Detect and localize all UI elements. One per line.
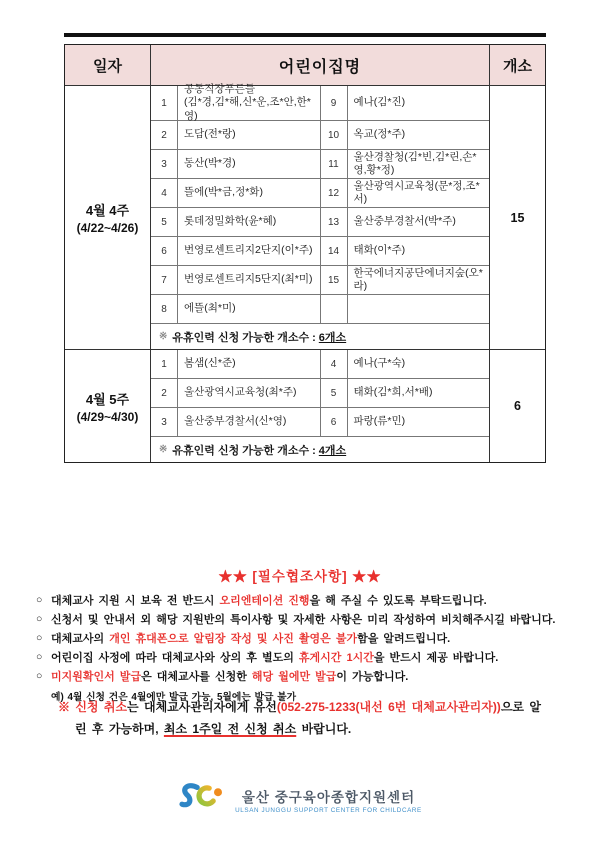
- section-title: ★★ [필수협조사항] ★★: [218, 569, 382, 584]
- table-row: [151, 408, 489, 437]
- logo-name-korean: 울산 중구육아종합지원센터: [241, 789, 416, 805]
- header-count: 개소: [489, 45, 545, 85]
- center-name: 번영로센트리지5단지(최*미): [178, 266, 321, 294]
- week5-date-cell: [65, 350, 151, 462]
- header-center-name: 어린이집명: [278, 58, 362, 76]
- notice-text-highlight: 해당 월에만 발급: [251, 671, 337, 684]
- reference-mark-icon: ※: [159, 444, 168, 455]
- row-number: 15: [321, 266, 348, 294]
- notice-text: [51, 594, 487, 609]
- cancel-keyword: 신청 취소: [75, 700, 128, 714]
- row-number: 13: [321, 208, 348, 236]
- table-row: [151, 350, 489, 379]
- row-number: 3: [151, 150, 178, 178]
- table-row: [151, 379, 489, 408]
- center-name: 번영로센트리지2단지(이*주): [178, 237, 321, 265]
- asterisk-mark-icon: ※: [58, 700, 76, 714]
- week4-range: (4/22~4/26): [76, 221, 139, 235]
- substitute-teacher-schedule-table: [64, 44, 546, 463]
- week4-band: [65, 83, 545, 350]
- table-top-border: [64, 33, 546, 37]
- center-name: 태화(이*주): [353, 244, 406, 257]
- center-name: 울산경찰청(김*빈,김*린,손*영,황*정): [353, 150, 477, 176]
- center-name: 한국에너지공단에너지숲(오*라): [353, 266, 483, 292]
- center-name: 옥교(정*주): [353, 128, 406, 141]
- row-number: 5: [321, 379, 348, 407]
- row-number: 1: [151, 350, 178, 378]
- circle-bullet-icon: ○: [36, 632, 43, 645]
- logo-text: [235, 786, 422, 814]
- center-name: 울산중부경찰서(신*영): [178, 408, 321, 436]
- notice-line-no-phone: [36, 632, 564, 647]
- center-logo: [0, 781, 600, 818]
- center-name: 공동직장푸른들: [184, 83, 256, 96]
- center-name: 울산광역시교육청(최*주): [178, 379, 321, 407]
- center-name-cell: [178, 83, 321, 122]
- center-name: 예나(김*진): [353, 96, 406, 109]
- row-number: 3: [151, 408, 178, 436]
- notice-text-part: 대체교사 지원 시 보육 전 반드시: [51, 595, 220, 607]
- cancellation-note: [58, 696, 552, 740]
- notice-text-part: 함을 알려드립니다.: [357, 633, 451, 646]
- notice-text-highlight: 휴게시간 1시간: [298, 652, 374, 665]
- row-number: 1: [151, 86, 178, 120]
- notice-text: [51, 670, 408, 685]
- center-name: 예나(구*숙): [353, 357, 406, 370]
- row-number: 7: [151, 266, 178, 294]
- row-number: 4: [321, 350, 348, 378]
- notice-text-part: 은 대체교사를 신청한: [141, 671, 252, 684]
- week4-label: 4월 4주: [85, 203, 130, 218]
- center-name: 울산중부경찰서(박*주): [353, 215, 456, 228]
- notice-line-preparation: [36, 613, 564, 628]
- week4-centers: [151, 83, 489, 349]
- notice-text-highlight: 미지원확인서 발급: [51, 671, 142, 684]
- notice-text-highlight: 오리엔테이션 진행: [219, 595, 310, 607]
- cancel-text-part: 는 대체교사관리자에게 유선: [127, 700, 277, 714]
- notice-line-certificate: [36, 670, 564, 685]
- week5-range: (4/29~4/30): [76, 409, 139, 424]
- row-number: 2: [151, 121, 178, 149]
- center-name: 동산(박*경): [178, 150, 321, 178]
- notice-text: 신청서 및 안내서 외 해당 지원반의 특이사항 및 자세한 사항은 미리 작성하여 비치해주시길 바랍니다.: [51, 614, 556, 627]
- week5-count-cell: 6: [489, 350, 545, 462]
- center-name: 도담(전*랑): [178, 121, 321, 149]
- week5-band: [65, 350, 545, 462]
- reference-mark-icon: ※: [159, 331, 168, 342]
- row-number: 9: [321, 86, 348, 120]
- idle-capacity-label: 유휴인력 신청 가능한 개소수 :: [172, 331, 316, 344]
- idle-capacity-label: 유휴인력 신청 가능한 개소수 :: [172, 444, 316, 457]
- certificate-example-note: 예) 4월 신청 건은 4월에만 발급 가능, 5월에는 발급 불가: [51, 692, 297, 704]
- table-header-row: [65, 45, 545, 86]
- row-number: 6: [151, 237, 178, 265]
- phone-number: (052-275-1233(내선 6번 대체교사관리자)): [276, 700, 501, 714]
- notice-text-part: 이 가능합니다.: [336, 671, 409, 684]
- idle-capacity-count: 6개소: [318, 331, 347, 344]
- logo-swirl-icon: [178, 781, 226, 818]
- week5-label: 4월 5주: [85, 391, 130, 407]
- circle-bullet-icon: ○: [36, 651, 43, 664]
- table-row: [151, 121, 489, 150]
- notice-line-break-time: [36, 651, 564, 666]
- row-number: 5: [151, 208, 178, 236]
- notice-text-part: 대체교사의: [51, 633, 110, 646]
- cancel-text-part: 으로 알린 후 가능하며,: [75, 700, 541, 737]
- center-name: 뜰에(박*금,정*화): [178, 179, 321, 207]
- week4-count-cell: 15: [489, 86, 545, 349]
- notice-line-orientation: [36, 594, 564, 609]
- notice-text: [51, 632, 450, 647]
- center-name: 에뜰(최*미): [178, 295, 321, 323]
- logo-name-english: ULSAN JUNGGU SUPPORT CENTER FOR CHILDCARE: [235, 806, 422, 814]
- week5-idle-capacity-note: [151, 437, 489, 462]
- row-number: 11: [321, 150, 348, 178]
- row-number: 8: [151, 295, 178, 323]
- week4-date-cell: [65, 86, 151, 349]
- circle-bullet-icon: ○: [36, 594, 43, 606]
- circle-bullet-icon: ○: [36, 613, 43, 626]
- cancel-deadline-underlined: 최소 1주일 전 신청 취소: [163, 722, 297, 737]
- table-row: [151, 295, 489, 324]
- notice-text: [51, 651, 498, 666]
- row-number: 10: [321, 121, 348, 149]
- center-name-teachers: (김*경,김*해,신*운,조*안,한*영): [184, 96, 311, 122]
- table-row: [151, 266, 489, 295]
- table-row: [151, 150, 489, 179]
- row-number: 6: [321, 408, 348, 436]
- notice-text-part: 을 해 주실 수 있도록 부탁드립니다.: [309, 595, 487, 607]
- notice-text-part: 어린이집 사정에 따라 대체교사와 상의 후 별도의: [51, 652, 299, 665]
- center-name: [348, 295, 490, 323]
- idle-capacity-count: 4개소: [318, 444, 347, 457]
- header-date: 일자: [65, 45, 151, 85]
- table-row: [151, 179, 489, 208]
- week4-idle-capacity-note: [151, 324, 489, 349]
- week5-centers: [151, 350, 489, 462]
- row-number: [321, 295, 348, 323]
- table-row: [151, 83, 489, 122]
- row-number: 12: [321, 179, 348, 207]
- table-row: [151, 237, 489, 266]
- center-name: 파랑(류*민): [353, 415, 406, 428]
- row-number: 4: [151, 179, 178, 207]
- required-cooperation-section: [36, 565, 564, 703]
- center-name: 롯데정밀화학(윤*혜): [178, 208, 321, 236]
- table-row: [151, 208, 489, 237]
- cancel-text-part: 바랍니다.: [296, 722, 352, 737]
- center-name: 태화(김*희,서*배): [353, 386, 433, 399]
- row-number: 2: [151, 379, 178, 407]
- row-number: 14: [321, 237, 348, 265]
- notice-text-part: 을 반드시 제공 바랍니다.: [373, 652, 499, 665]
- center-name: 울산광역시교육청(문*정,조*서): [353, 179, 480, 205]
- center-name: 봄샘(신*준): [178, 350, 321, 378]
- circle-bullet-icon: ○: [36, 670, 43, 683]
- notice-text-highlight: 개인 휴대폰으로 알림장 작성 및 사진 촬영은 불가: [109, 633, 358, 646]
